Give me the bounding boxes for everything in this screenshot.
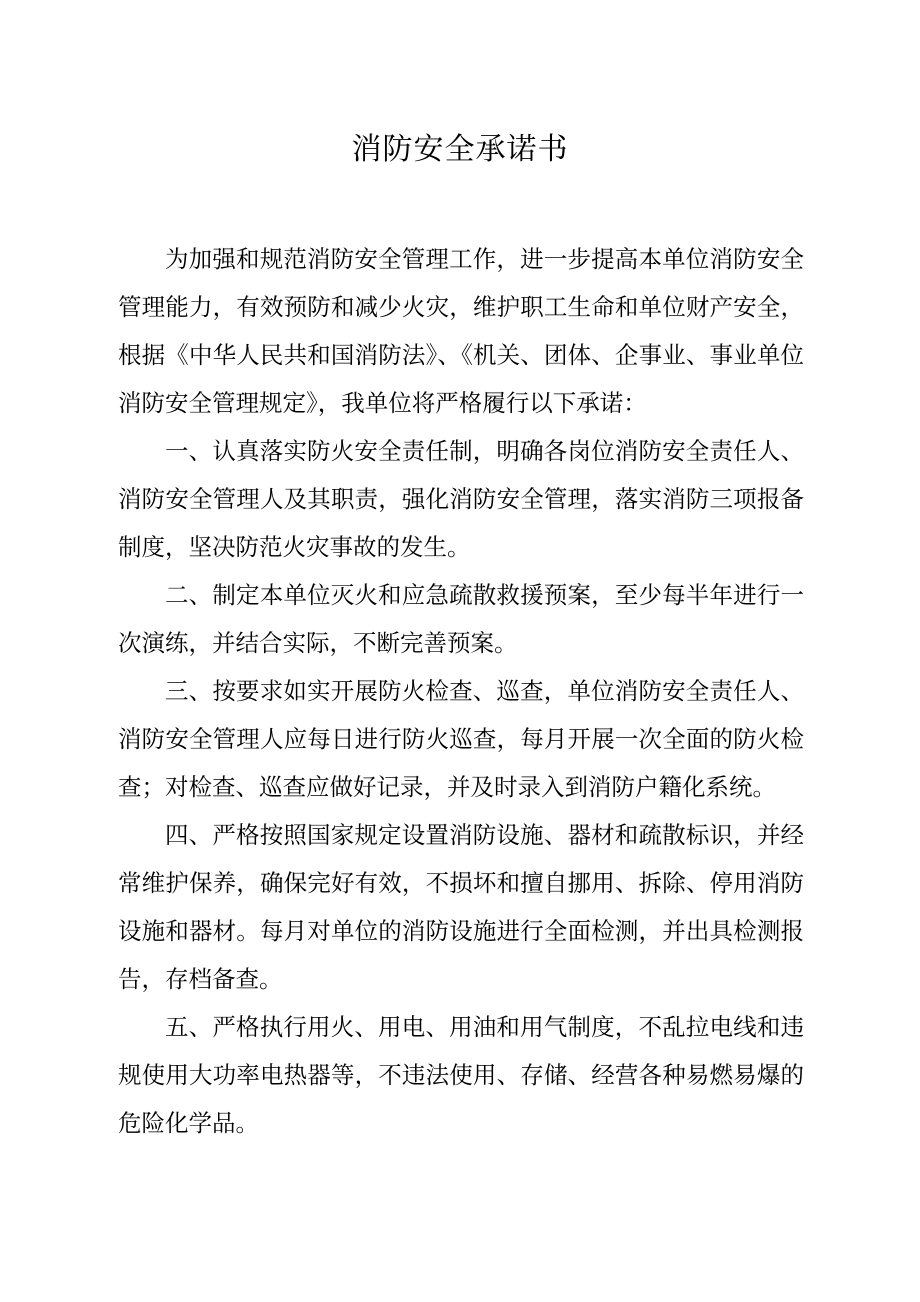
commitment-paragraph-1: 一、认真落实防火安全责任制，明确各岗位消防安全责任人、消防安全管理人及其职责，强化消防安全管理，落实消防三项报备制度，坚决防范火灾事故的发生。 bbox=[118, 437, 804, 561]
document-body bbox=[118, 235, 804, 1147]
commitment-paragraph-2: 二、制定本单位灭火和应急疏散救援预案，至少每半年进行一次演练，并结合实际，不断完善预案。 bbox=[118, 581, 804, 657]
intro-paragraph: 为加强和规范消防安全管理工作，进一步提高本单位消防安全管理能力，有效预防和减少火灾，维护职工生命和单位财产安全，根据《中华人民共和国消防法》、《机关、团体、企事业、事业单位消防安全管理规定》，我单位将严格履行以下承诺： bbox=[118, 245, 804, 417]
commitment-paragraph-5: 五、严格执行用火、用电、用油和用气制度，不乱拉电线和违规使用大功率电热器等，不违法使用、存储、经营各种易燃易爆的危险化学品。 bbox=[118, 1013, 804, 1137]
document-title: 消防安全承诺书 bbox=[351, 132, 569, 167]
commitment-paragraph-3: 三、按要求如实开展防火检查、巡查，单位消防安全责任人、消防安全管理人应每日进行防火巡查，每月开展一次全面的防火检查；对检查、巡查应做好记录，并及时录入到消防户籍化系统。 bbox=[118, 677, 804, 801]
commitment-paragraph-4: 四、严格按照国家规定设置消防设施、器材和疏散标识，并经常维护保养，确保完好有效，不损坏和擅自挪用、拆除、停用消防设施和器材。每月对单位的消防设施进行全面检测，并出具检测报告，存档备查。 bbox=[118, 821, 804, 993]
